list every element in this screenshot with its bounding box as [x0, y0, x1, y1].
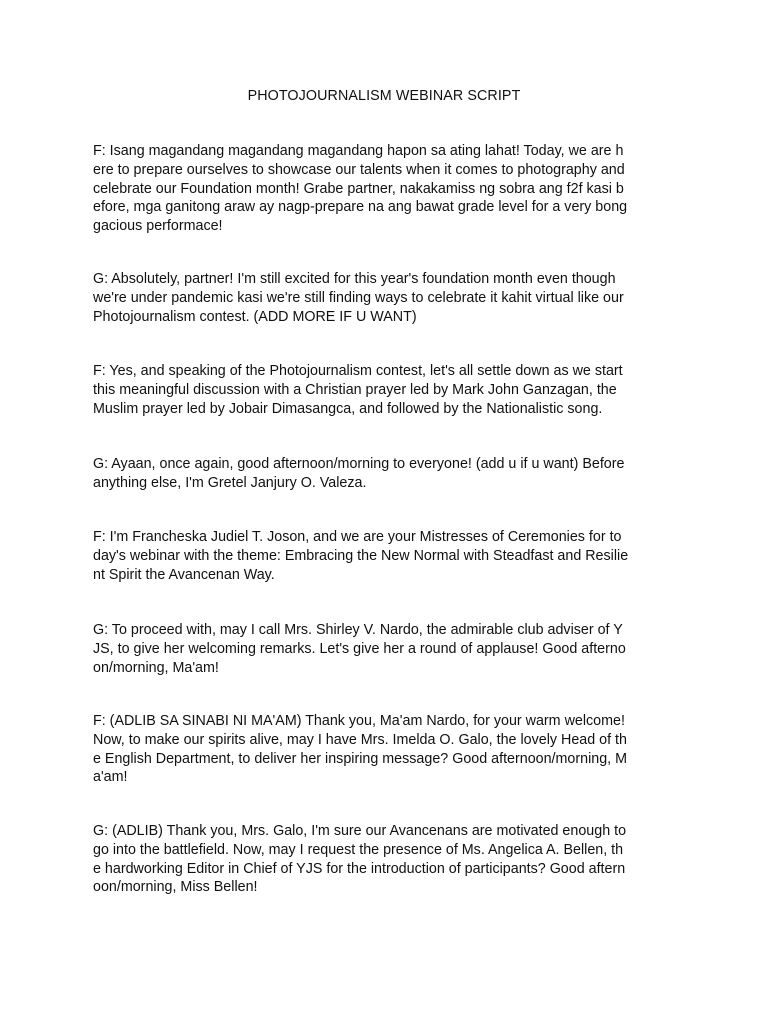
paragraph-line: G: Ayaan, once again, good afternoon/morning to everyone! (add u if u want) Before — [93, 456, 625, 472]
paragraph-line: JS, to give her welcoming remarks. Let's give her a round of applause! Good afterno — [93, 640, 626, 657]
paragraph-line: G: Absolutely, partner! I'm still excited for this year's foundation month even though — [93, 271, 616, 287]
paragraph-line: we're under pandemic kasi we're still finding ways to celebrate it kahit virtual like our — [93, 289, 624, 306]
paragraph-line: ere to prepare ourselves to showcase our talents when it comes to photography and — [93, 161, 625, 178]
paragraph-line: nt Spirit the Avancenan Way. — [93, 566, 275, 583]
script-paragraph — [93, 362, 678, 418]
paragraph-line: Muslim prayer led by Jobair Dimasangca, and followed by the Nationalistic song. — [93, 400, 603, 417]
script-paragraph — [93, 822, 678, 897]
paragraph-line: anything else, I'm Gretel Janjury O. Valeza. — [93, 474, 367, 491]
paragraph-line: oon/morning, Miss Bellen! — [93, 879, 258, 896]
paragraph-line: go into the battlefield. Now, may I request the presence of Ms. Angelica A. Bellen, th — [93, 841, 624, 858]
paragraph-line: F: I'm Francheska Judiel T. Joson, and we are your Mistresses of Ceremonies for to — [93, 529, 622, 545]
paragraph-line: G: To proceed with, may I call Mrs. Shirley V. Nardo, the admirable club adviser of Y — [93, 622, 623, 638]
paragraph-line: F: Isang magandang magandang magandang hapon sa ating lahat! Today, we are h — [93, 143, 624, 159]
paragraph-line: F: (ADLIB SA SINABI NI MA'AM) Thank you, Ma'am Nardo, for your warm welcome! — [93, 713, 625, 729]
paragraph-line: on/morning, Ma'am! — [93, 659, 219, 676]
paragraph-line: Photojournalism contest. (ADD MORE IF U WANT) — [93, 308, 417, 325]
paragraph-line: efore, mga ganitong araw ay nagp-prepare na ang bawat grade level for a very bong — [93, 199, 628, 216]
paragraph-line: a'am! — [93, 769, 128, 786]
paragraph-line: F: Yes, and speaking of the Photojournalism contest, let's all settle down as we start — [93, 363, 623, 379]
paragraph-line: e English Department, to deliver her inspiring message? Good afternoon/morning, M — [93, 750, 628, 767]
script-paragraph — [93, 621, 678, 677]
script-paragraph — [93, 142, 678, 236]
paragraph-line: G: (ADLIB) Thank you, Mrs. Galo, I'm sure our Avancenans are motivated enough to — [93, 823, 627, 839]
script-paragraph — [93, 712, 678, 787]
paragraph-line: gacious performace! — [93, 218, 223, 235]
script-paragraph — [93, 455, 678, 493]
paragraph-line: this meaningful discussion with a Christian prayer led by Mark John Ganzagan, the — [93, 381, 617, 398]
paragraph-line: celebrate our Foundation month! Grabe partner, nakakamiss ng sobra ang f2f kasi b — [93, 180, 624, 197]
script-paragraph — [93, 528, 678, 584]
paragraph-line: e hardworking Editor in Chief of YJS for the introduction of participants? Good aftern — [93, 860, 626, 877]
paragraph-line: day's webinar with the theme: Embracing the New Normal with Steadfast and Resilie — [93, 547, 629, 564]
document-title: PHOTOJOURNALISM WEBINAR SCRIPT — [247, 88, 521, 104]
paragraph-line: Now, to make our spirits alive, may I have Mrs. Imelda O. Galo, the lovely Head of th — [93, 731, 627, 748]
script-paragraph — [93, 270, 678, 326]
